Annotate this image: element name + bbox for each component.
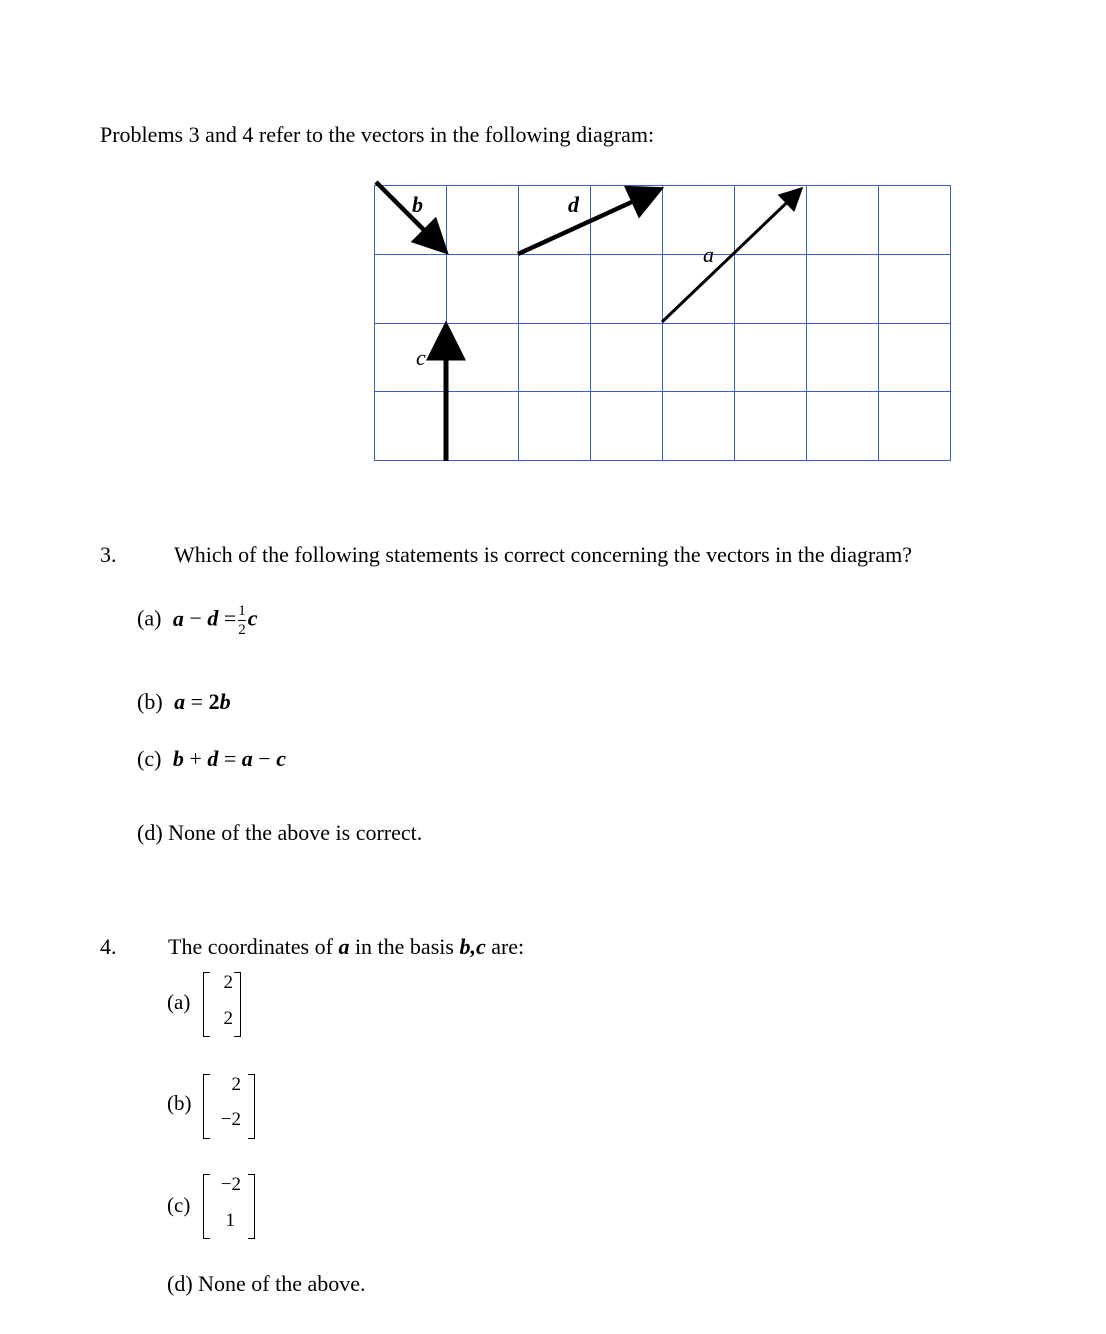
op-equals: = — [190, 689, 204, 714]
op-equals: = — [223, 605, 237, 631]
question-text-mid: in the basis — [354, 934, 454, 959]
var-a: a — [172, 605, 184, 631]
matrix-entry-top: 2 — [231, 1074, 241, 1095]
question-text-post: are: — [491, 934, 525, 959]
vector-d-arrow — [518, 190, 658, 254]
basis-vectors: b,c — [459, 934, 486, 959]
problem3-option-c — [137, 746, 286, 772]
var-c: c — [276, 746, 286, 771]
problem3-question: Which of the following statements is correct concerning the vectors in the diagram? — [174, 542, 912, 567]
problem4-option-a-label: (a) — [167, 990, 191, 1014]
intro-text: Problems 3 and 4 refer to the vectors in the following diagram: — [100, 122, 655, 147]
problem4-option-c-label: (c) — [167, 1193, 191, 1217]
vector-diagram — [360, 170, 960, 470]
var-d: d — [207, 605, 219, 631]
problem3-number: 3. — [100, 542, 117, 567]
question-text-pre: The coordinates of — [168, 934, 333, 959]
matrix-entry-bottom: 1 — [225, 1210, 235, 1231]
problem4-question — [168, 934, 524, 960]
var-b: b — [219, 689, 231, 714]
option-label: (a) — [137, 605, 162, 631]
matrix-entry-top: 2 — [223, 972, 233, 993]
problem4-option-b-label: (b) — [167, 1091, 192, 1115]
vector-c-label: c — [416, 345, 426, 370]
vector-d-label: d — [568, 192, 579, 217]
op-minus: − — [189, 605, 202, 631]
op-plus: + — [189, 746, 202, 771]
frac-denominator: 2 — [238, 622, 246, 638]
option-text: None of the above is correct. — [168, 820, 423, 845]
problem4-option-a-matrix — [203, 972, 241, 1038]
option-label: (b) — [137, 689, 163, 714]
problem4-number: 4. — [100, 934, 117, 959]
bracket-left — [203, 1074, 210, 1139]
matrix-entry-bottom: −2 — [220, 1109, 241, 1130]
fraction-one-half — [238, 602, 246, 639]
vector-b-label: b — [412, 192, 423, 217]
op-equals: = — [223, 746, 237, 771]
vector-a-arrow — [662, 190, 800, 322]
var-a: a — [241, 746, 253, 771]
option-label: (d) — [137, 820, 163, 845]
frac-numerator: 1 — [238, 603, 246, 619]
coefficient: 2 — [208, 689, 220, 714]
var-b: b — [172, 746, 184, 771]
bracket-right — [248, 1174, 255, 1239]
bracket-right — [248, 1074, 255, 1139]
vector-b-arrow — [376, 182, 444, 250]
op-minus: − — [258, 746, 271, 771]
var-a: a — [174, 689, 186, 714]
problem3-option-d — [137, 820, 422, 846]
problem4-option-c-matrix — [203, 1174, 255, 1240]
problem4-option-b-matrix — [203, 1074, 255, 1140]
problem3-option-a — [137, 602, 258, 639]
var-d: d — [207, 746, 219, 771]
grid — [375, 186, 951, 461]
matrix-entry-bottom: 2 — [223, 1008, 233, 1029]
option-text: None of the above. — [198, 1271, 366, 1296]
option-label: (d) — [167, 1271, 193, 1296]
vector-a-label: a — [703, 242, 714, 267]
bracket-right — [234, 972, 241, 1037]
problem4-option-d — [167, 1271, 366, 1297]
var-a: a — [338, 934, 350, 959]
problem3-option-b — [137, 689, 231, 715]
option-label: (c) — [137, 746, 162, 771]
matrix-entry-top: −2 — [220, 1174, 241, 1195]
var-c: c — [247, 605, 258, 631]
